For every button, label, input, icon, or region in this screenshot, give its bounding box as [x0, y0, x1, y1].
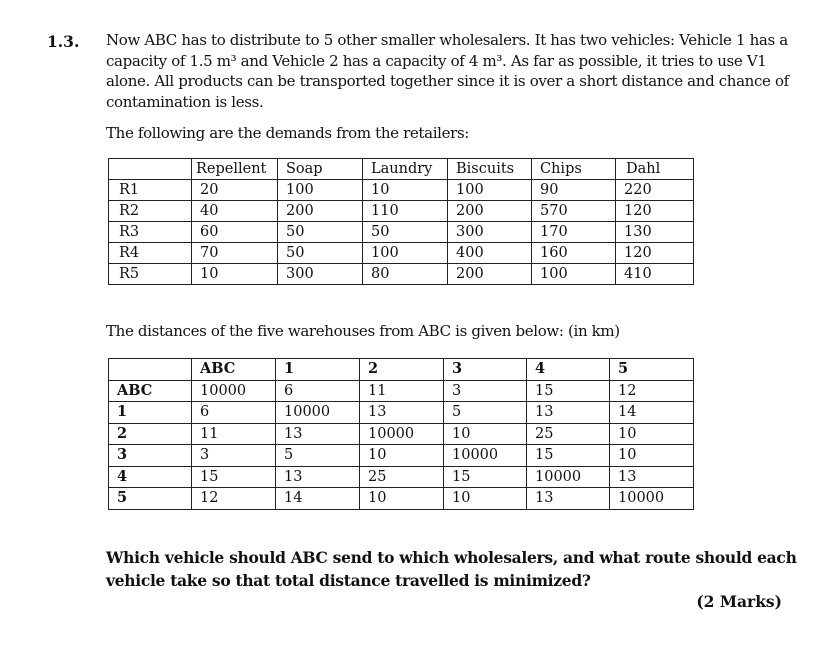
table-cell: 12 [610, 380, 694, 402]
table-row [109, 180, 694, 201]
table-cell: 14 [610, 402, 694, 424]
table-cell: 12 [192, 488, 276, 510]
table-cell: 11 [192, 423, 276, 445]
table-cell: 50 [363, 222, 448, 243]
header-cell: 4 [527, 359, 610, 381]
demand-intro: The following are the demands from the retailers: [106, 124, 469, 142]
table-cell: 14 [276, 488, 360, 510]
table-cell: 220 [616, 180, 694, 201]
table-cell: 13 [610, 466, 694, 488]
header-cell: ABC [192, 359, 276, 381]
table-cell: 50 [278, 243, 363, 264]
header-cell: Biscuits [448, 159, 532, 180]
table-cell: 300 [448, 222, 532, 243]
table-row [109, 488, 694, 510]
table-cell: 3 [444, 380, 527, 402]
table-cell: 10 [360, 488, 444, 510]
header-cell: 5 [610, 359, 694, 381]
header-cell: 1 [276, 359, 360, 381]
header-row [109, 159, 694, 180]
table-cell: 200 [448, 264, 532, 285]
table-cell: 13 [527, 402, 610, 424]
table-cell: 10000 [527, 466, 610, 488]
table-cell: 100 [532, 264, 616, 285]
table-cell: 400 [448, 243, 532, 264]
table-row [109, 445, 694, 467]
table-cell: 3 [192, 445, 276, 467]
table-cell: 6 [192, 402, 276, 424]
header-cell: Soap [278, 159, 363, 180]
table-cell: 10 [192, 264, 278, 285]
table-cell: 40 [192, 201, 278, 222]
table-cell: 80 [363, 264, 448, 285]
table-cell: 10 [610, 445, 694, 467]
table-cell: 5 [444, 402, 527, 424]
header-cell [109, 359, 192, 381]
row-label-cell: R4 [109, 243, 192, 264]
table-cell: 10 [444, 423, 527, 445]
table-cell: 10 [363, 180, 448, 201]
table-cell: 130 [616, 222, 694, 243]
table-cell: 13 [527, 488, 610, 510]
row-label-cell: 4 [109, 466, 192, 488]
table-cell: 10000 [610, 488, 694, 510]
table-cell: 10000 [192, 380, 276, 402]
header-cell: 2 [360, 359, 444, 381]
question-text: Which vehicle should ABC send to which wholesalers, and what route should each vehicle take so that total distance travelled is minimized? [106, 548, 797, 590]
table-cell: 10000 [276, 402, 360, 424]
demand-table [108, 158, 694, 285]
table-cell: 120 [616, 201, 694, 222]
table-cell: 6 [276, 380, 360, 402]
table-row [109, 380, 694, 402]
table-cell: 570 [532, 201, 616, 222]
header-cell: Chips [532, 159, 616, 180]
table-cell: 13 [276, 466, 360, 488]
header-cell: Dahl [616, 159, 694, 180]
header-cell [109, 159, 192, 180]
question-number: 1.3. [47, 32, 80, 51]
table-cell: 10000 [444, 445, 527, 467]
table-cell: 11 [360, 380, 444, 402]
table-cell: 50 [278, 222, 363, 243]
table-cell: 20 [192, 180, 278, 201]
table-cell: 5 [276, 445, 360, 467]
table-cell: 90 [532, 180, 616, 201]
table-cell: 25 [360, 466, 444, 488]
table-cell: 15 [192, 466, 276, 488]
table-cell: 170 [532, 222, 616, 243]
table-row [109, 402, 694, 424]
row-label-cell: R3 [109, 222, 192, 243]
header-cell: Repellent [192, 159, 278, 180]
table-row [109, 264, 694, 285]
table-cell: 300 [278, 264, 363, 285]
table-cell: 100 [278, 180, 363, 201]
table-cell: 100 [448, 180, 532, 201]
table-row [109, 243, 694, 264]
table-row [109, 423, 694, 445]
table-cell: 10 [610, 423, 694, 445]
table-cell: 15 [444, 466, 527, 488]
header-cell: 3 [444, 359, 527, 381]
problem-paragraph: Now ABC has to distribute to 5 other smaller wholesalers. It has two vehicles: Vehicle 1 has a capacity of 1.5 m³ and Vehicle 2 has a capacity of 4 m³. As far as possible, it tries to use V1 alone. All products can be transported together since it is over a short distance and chance of contamination is less. [106, 31, 789, 111]
marks-label: (2 Marks) [696, 592, 782, 611]
table-cell: 410 [616, 264, 694, 285]
table-cell: 10000 [360, 423, 444, 445]
table-cell: 10 [360, 445, 444, 467]
table-cell: 70 [192, 243, 278, 264]
table-cell: 13 [360, 402, 444, 424]
table-cell: 120 [616, 243, 694, 264]
table-cell: 100 [363, 243, 448, 264]
table-cell: 200 [448, 201, 532, 222]
table-cell: 15 [527, 380, 610, 402]
table-cell: 10 [444, 488, 527, 510]
table-cell: 60 [192, 222, 278, 243]
table-cell: 25 [527, 423, 610, 445]
row-label-cell: 2 [109, 423, 192, 445]
table-cell: 15 [527, 445, 610, 467]
table-cell: 160 [532, 243, 616, 264]
distance-intro: The distances of the five warehouses from ABC is given below: (in km) [106, 322, 620, 340]
row-label-cell: 5 [109, 488, 192, 510]
table-cell: 200 [278, 201, 363, 222]
row-label-cell: R5 [109, 264, 192, 285]
row-label-cell: ABC [109, 380, 192, 402]
table-row [109, 222, 694, 243]
row-label-cell: 1 [109, 402, 192, 424]
header-row [109, 359, 694, 381]
distance-table [108, 358, 694, 510]
header-cell: Laundry [363, 159, 448, 180]
row-label-cell: 3 [109, 445, 192, 467]
table-cell: 13 [276, 423, 360, 445]
row-label-cell: R2 [109, 201, 192, 222]
table-cell: 110 [363, 201, 448, 222]
table-row [109, 466, 694, 488]
row-label-cell: R1 [109, 180, 192, 201]
table-row [109, 201, 694, 222]
